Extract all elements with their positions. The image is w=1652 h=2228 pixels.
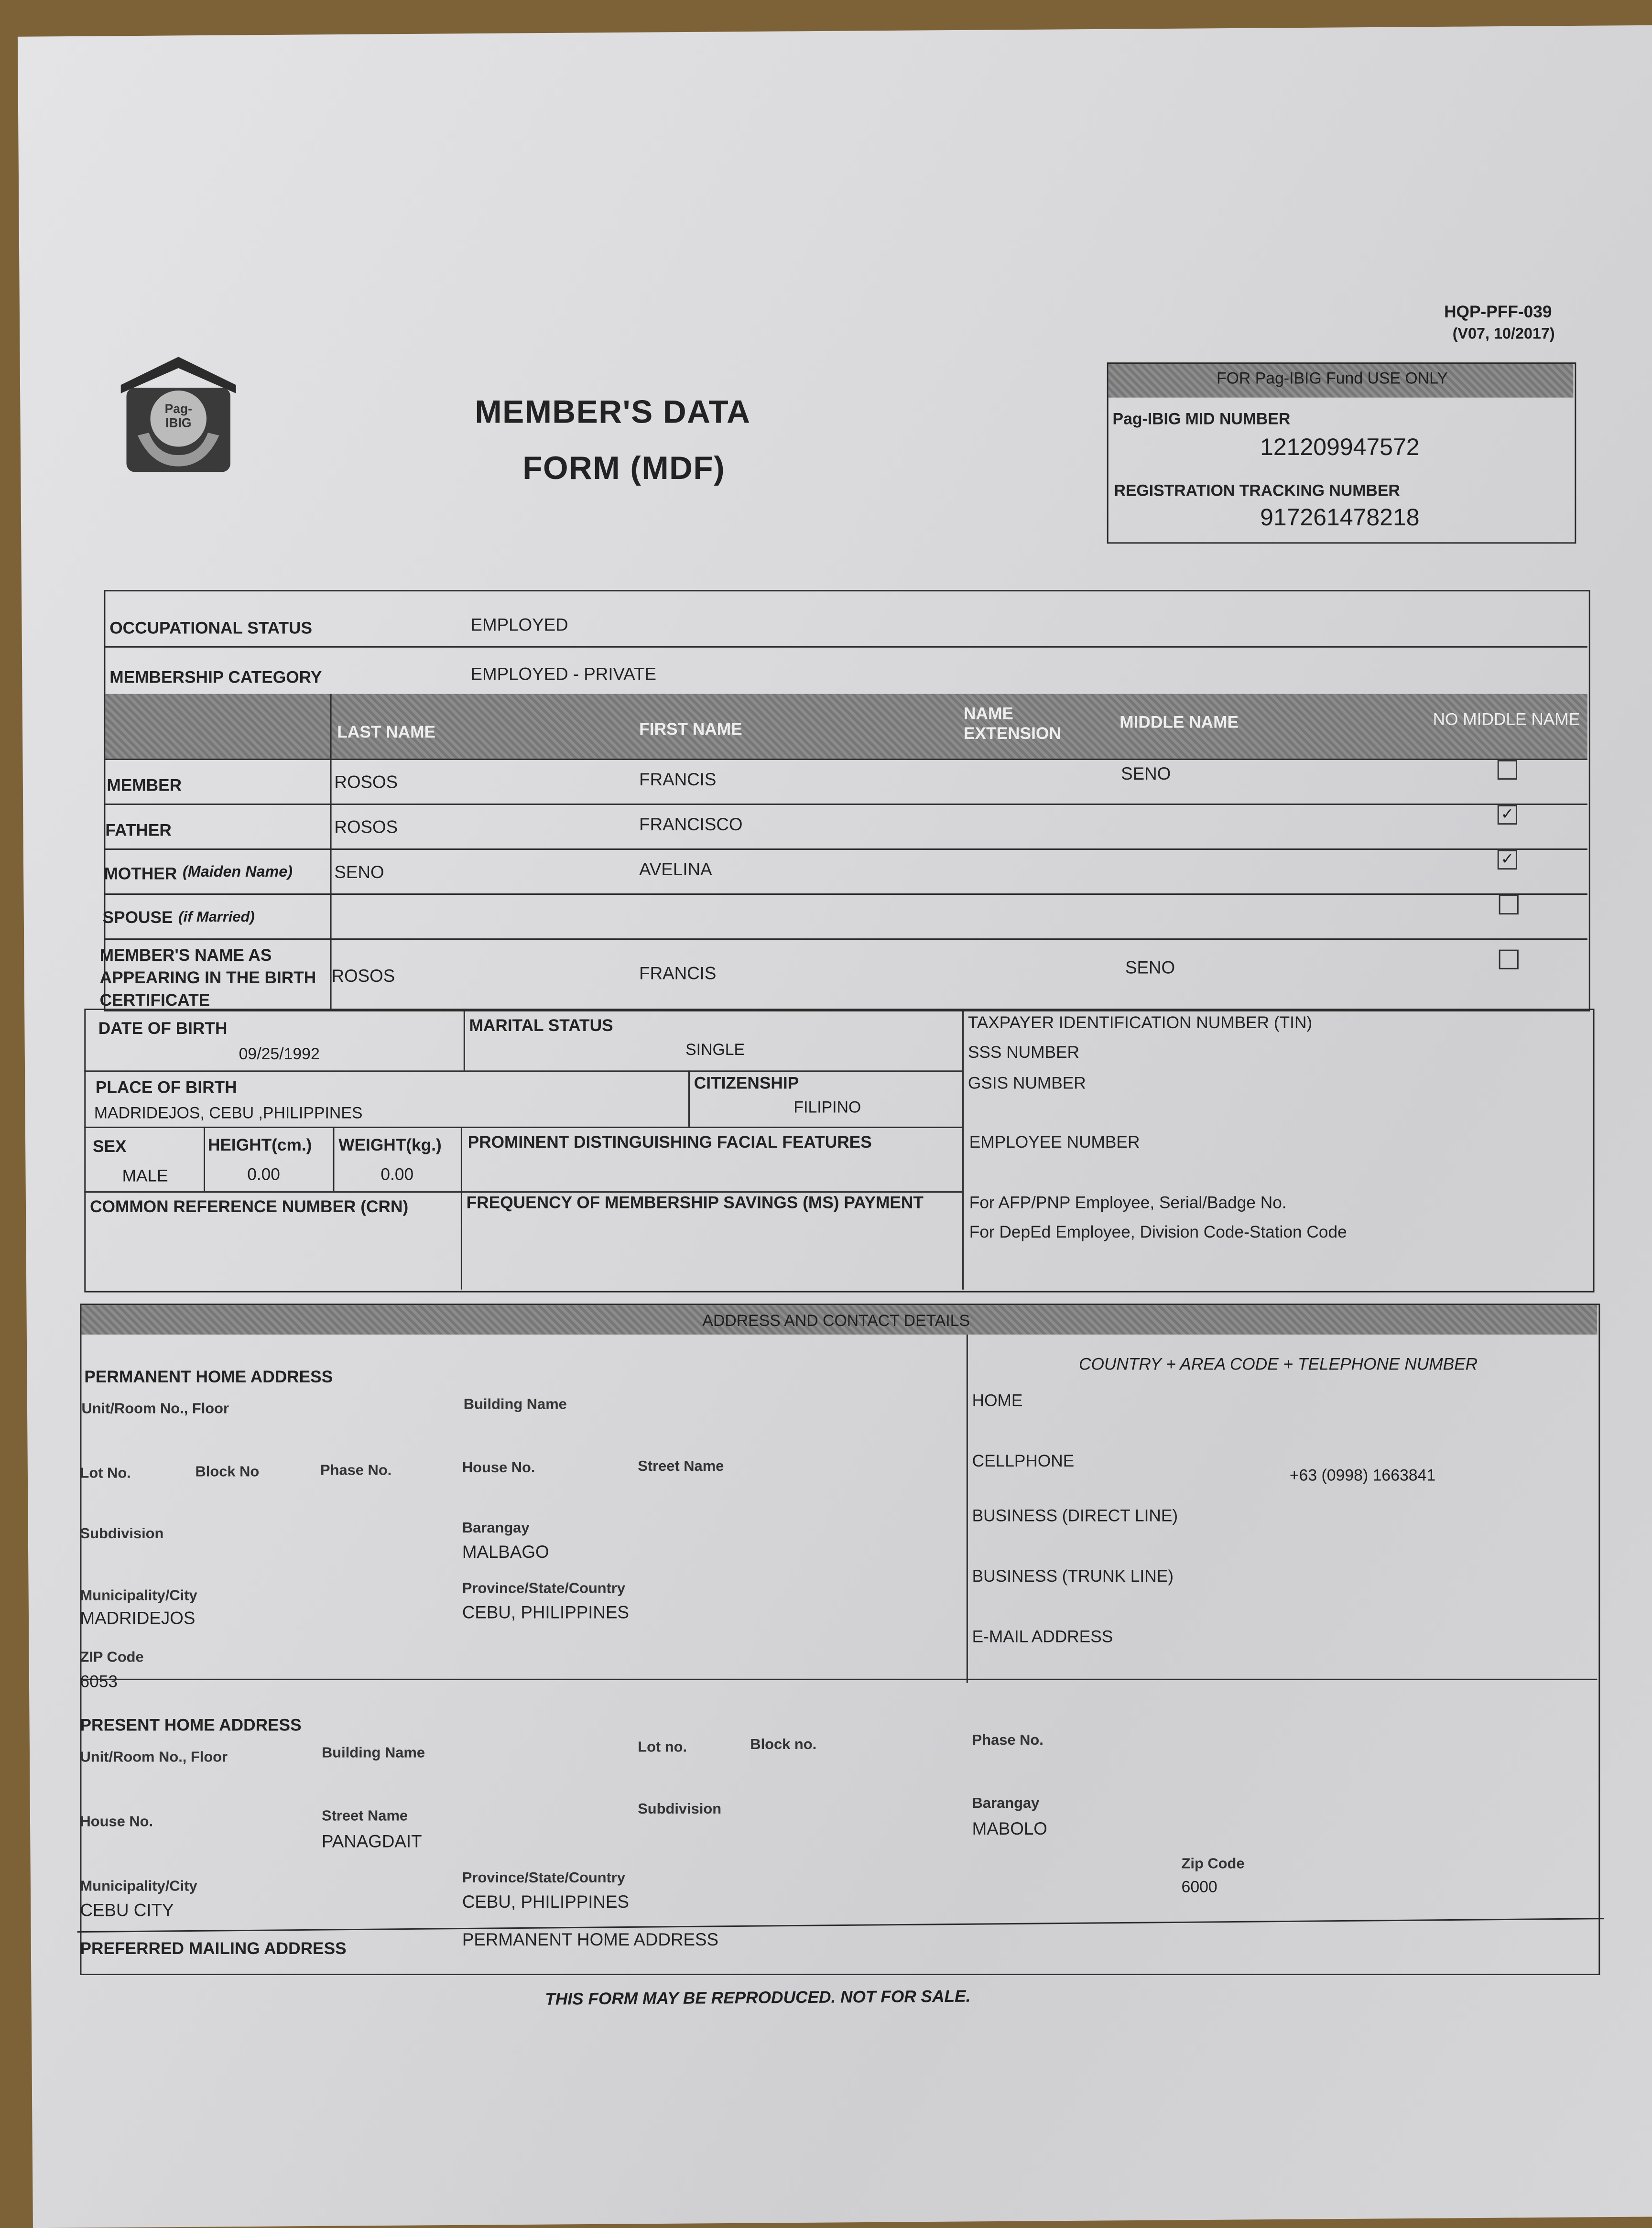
first-name: FRANCIS [639, 964, 717, 984]
ms-frequency-label: FREQUENCY OF MEMBERSHIP SAVINGS (MS) PAYMENT [466, 1193, 924, 1213]
zip-label: Zip Code [1181, 1856, 1245, 1873]
street-label: Street Name [321, 1808, 408, 1825]
afp-pnp-label: For AFP/PNP Employee, Serial/Badge No. [969, 1193, 1287, 1213]
svg-text:Pag-: Pag- [164, 402, 192, 416]
no-middle-name-checkbox[interactable] [1498, 760, 1517, 780]
mailing-address-label: PREFERRED MAILING ADDRESS [80, 1938, 347, 1958]
province-value: CEBU, PHILIPPINES [462, 1603, 629, 1623]
no-middle-name-checkbox[interactable] [1499, 950, 1519, 969]
rtn-label: REGISTRATION TRACKING NUMBER [1114, 483, 1400, 500]
occupational-status-value: EMPLOYED [470, 615, 568, 635]
province-value: CEBU, PHILIPPINES [462, 1892, 629, 1912]
rtn-value: 917261478218 [1260, 504, 1420, 531]
section-title: PRESENT HOME ADDRESS [80, 1715, 302, 1735]
sss-label: SSS NUMBER [967, 1042, 1080, 1062]
header-name-extension: NAME EXTENSION [964, 704, 1061, 743]
last-name: ROSOS [334, 772, 398, 793]
last-name: ROSOS [331, 966, 395, 987]
crn-label: COMMON REFERENCE NUMBER (CRN) [90, 1196, 409, 1217]
footer-note: THIS FORM MAY BE REPRODUCED. NOT FOR SALE. [545, 1986, 971, 2009]
marital-status-label: MARITAL STATUS [469, 1015, 613, 1035]
lot-label: Lot no. [638, 1739, 687, 1756]
place-of-birth-label: PLACE OF BIRTH [95, 1077, 237, 1098]
dob-value: 09/25/1992 [239, 1046, 320, 1064]
address-header: ADDRESS AND CONTACT DETAILS [702, 1313, 970, 1331]
barangay-value: MABOLO [972, 1819, 1047, 1839]
home-phone-label: HOME [972, 1391, 1023, 1411]
building-label: Building Name [463, 1396, 567, 1413]
no-middle-name-checkbox[interactable] [1499, 895, 1519, 914]
occupational-status-label: OCCUPATIONAL STATUS [109, 618, 313, 638]
sex-value: MALE [122, 1166, 168, 1186]
header-middle-name: MIDDLE NAME [1119, 712, 1239, 732]
unit-label: Unit/Room No., Floor [80, 1749, 228, 1766]
street-label: Street Name [638, 1458, 724, 1475]
facial-features-label: PROMINENT DISTINGUISHING FACIAL FEATURES [467, 1132, 872, 1152]
weight-label: WEIGHT(kg.) [338, 1135, 442, 1155]
city-label: Municipality/City [80, 1878, 197, 1895]
mid-value: 121209947572 [1260, 434, 1420, 461]
citizenship-value: FILIPINO [793, 1100, 861, 1117]
phase-label: Phase No. [320, 1462, 392, 1479]
employee-number-label: EMPLOYEE NUMBER [969, 1132, 1140, 1152]
mailing-address-value: PERMANENT HOME ADDRESS [462, 1930, 719, 1950]
row-sublabel: (if Married) [178, 909, 255, 926]
weight-value: 0.00 [380, 1164, 414, 1185]
lot-label: Lot No. [80, 1465, 131, 1482]
city-label: Municipality/City [80, 1587, 197, 1605]
citizenship-label: CITIZENSHIP [694, 1073, 799, 1093]
business-direct-label: BUSINESS (DIRECT LINE) [972, 1506, 1178, 1526]
row-label: MEMBER'S NAME AS APPEARING IN THE BIRTH CERTIFICATE [99, 945, 316, 1010]
sex-label: SEX [92, 1136, 127, 1156]
place-of-birth-value: MADRIDEJOS, CEBU ,PHILIPPINES [94, 1105, 363, 1123]
tin-label: TAXPAYER IDENTIFICATION NUMBER (TIN) [967, 1012, 1313, 1033]
contact-header: COUNTRY + AREA CODE + TELEPHONE NUMBER [1078, 1354, 1478, 1374]
name-header-bg [105, 694, 1587, 759]
dob-label: DATE OF BIRTH [98, 1018, 228, 1038]
first-name: AVELINA [639, 859, 712, 880]
header-last-name: LAST NAME [337, 722, 436, 742]
gsis-label: GSIS NUMBER [967, 1073, 1086, 1093]
marital-status-value: SINGLE [685, 1042, 745, 1059]
middle-name: SENO [1121, 764, 1171, 784]
cellphone-value: +63 (0998) 1663841 [1289, 1468, 1436, 1485]
height-label: HEIGHT(cm.) [207, 1135, 312, 1155]
membership-category-label: MEMBERSHIP CATEGORY [109, 667, 322, 687]
row-label: SPOUSE [102, 907, 173, 927]
zip-value: 6000 [1181, 1880, 1217, 1897]
province-label: Province/State/Country [462, 1580, 626, 1598]
header-no-middle-name: NO MIDDLE NAME [1433, 709, 1580, 729]
no-middle-name-checkbox[interactable]: ✓ [1498, 805, 1517, 825]
barangay-label: Barangay [462, 1520, 530, 1537]
last-name: ROSOS [334, 817, 398, 837]
height-value: 0.00 [247, 1164, 280, 1185]
house-label: House No. [462, 1459, 535, 1477]
barangay-label: Barangay [972, 1795, 1040, 1813]
street-value: PANAGDAIT [321, 1832, 422, 1852]
zip-label: ZIP Code [80, 1649, 144, 1666]
first-name: FRANCIS [639, 770, 717, 790]
last-name: SENO [334, 862, 384, 882]
city-value: MADRIDEJOS [80, 1608, 196, 1629]
city-value: CEBU CITY [80, 1901, 174, 1921]
membership-category-value: EMPLOYED - PRIVATE [470, 664, 657, 685]
building-label: Building Name [321, 1744, 425, 1762]
mid-label: Pag-IBIG MID NUMBER [1112, 412, 1291, 429]
middle-name: SENO [1125, 958, 1175, 978]
subdivision-label: Subdivision [80, 1525, 164, 1543]
row-label: MEMBER [107, 775, 182, 795]
form-version: (V07, 10/2017) [1452, 326, 1555, 343]
pag-ibig-logo [118, 354, 239, 475]
fund-use-header: FOR Pag-IBIG Fund USE ONLY [1217, 370, 1448, 388]
first-name: FRANCISCO [639, 815, 743, 835]
phase-label: Phase No. [972, 1732, 1043, 1749]
row-label: FATHER [105, 820, 172, 840]
form-title-line2: FORM (MDF) [522, 449, 726, 486]
business-trunk-label: BUSINESS (TRUNK LINE) [972, 1566, 1174, 1586]
form-code: HQP-PFF-039 [1444, 302, 1552, 322]
barangay-value: MALBAGO [462, 1542, 549, 1562]
address-table [80, 1304, 1600, 1975]
no-middle-name-checkbox[interactable]: ✓ [1498, 850, 1517, 869]
house-label: House No. [80, 1813, 153, 1831]
section-title: PERMANENT HOME ADDRESS [84, 1367, 333, 1387]
zip-value: 6053 [80, 1672, 118, 1692]
row-label: MOTHER [104, 864, 177, 884]
row-sublabel: (Maiden Name) [183, 864, 293, 881]
svg-text:IBIG: IBIG [165, 415, 192, 430]
subdivision-label: Subdivision [638, 1801, 722, 1818]
deped-label: For DepEd Employee, Division Code-Station Code [969, 1222, 1347, 1242]
header-first-name: FIRST NAME [639, 719, 742, 739]
block-label: Block no. [750, 1736, 817, 1753]
email-label: E-MAIL ADDRESS [972, 1627, 1113, 1647]
unit-label: Unit/Room No., Floor [81, 1400, 229, 1418]
form-title-line1: MEMBER'S DATA [475, 393, 751, 430]
cellphone-label: CELLPHONE [972, 1451, 1075, 1471]
block-label: Block No [195, 1464, 260, 1481]
province-label: Province/State/Country [462, 1869, 626, 1887]
